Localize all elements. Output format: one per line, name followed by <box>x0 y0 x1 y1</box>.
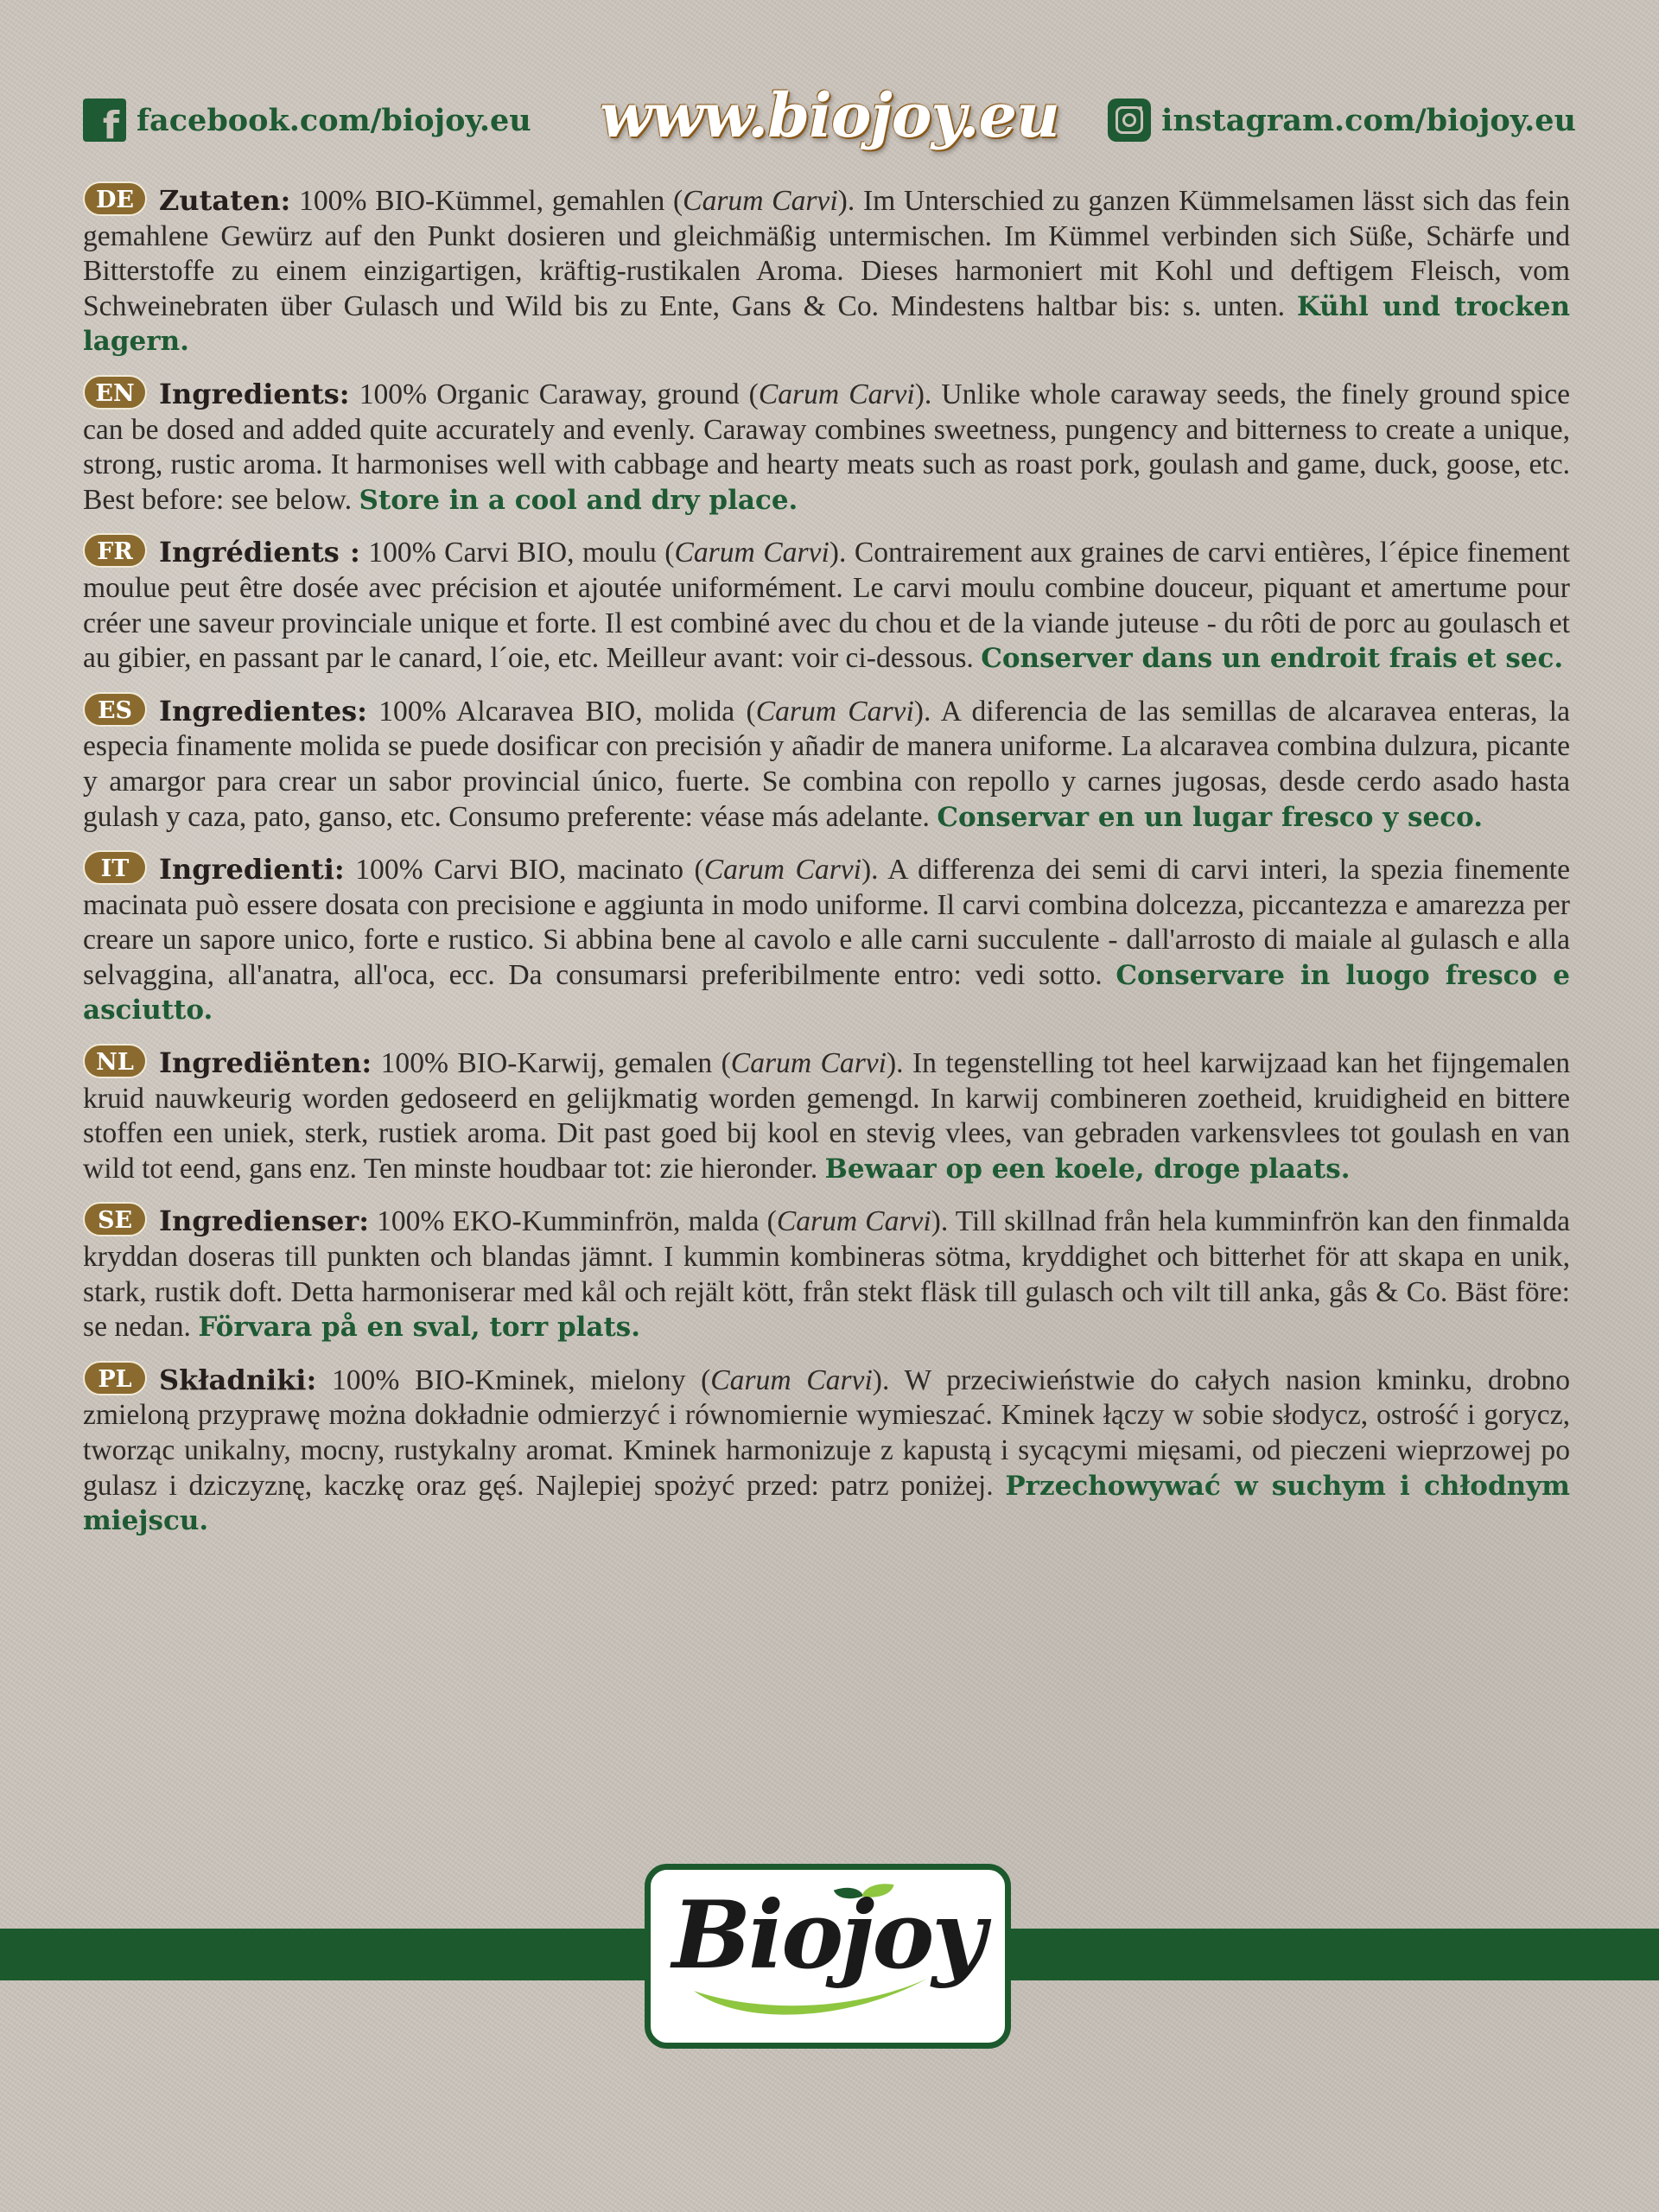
instagram-url[interactable]: instagram.com/biojoy.eu <box>1161 102 1576 138</box>
latin-name: Carum Carvi <box>683 185 838 217</box>
website-url[interactable]: www.biojoy.eu <box>600 79 1059 151</box>
storage-instructions: Kühl und trocken lagern. <box>83 290 1570 358</box>
section-label: Ingredients: <box>159 377 350 410</box>
section-se <box>83 1202 1570 1344</box>
section-nl <box>83 1044 1570 1186</box>
latin-name: Carum Carvi <box>674 537 830 569</box>
biojoy-logo <box>645 1864 1011 2049</box>
language-badge: IT <box>83 850 147 885</box>
section-es <box>83 692 1570 835</box>
language-badge: EN <box>83 375 147 410</box>
language-badge: FR <box>83 533 147 568</box>
section-it <box>83 850 1570 1028</box>
section-text: 100% BIO-Kümmel, gemahlen ( <box>290 185 683 217</box>
storage-instructions: Conservar en un lugar fresco y seco. <box>937 801 1484 833</box>
section-label: Ingrediënten: <box>159 1046 372 1080</box>
language-badge: SE <box>83 1202 147 1236</box>
section-pl <box>83 1361 1570 1539</box>
section-text: ). In tegenstelling tot heel karwijzaad kan het fijngemalen kruid nauwkeurig worden gedoseerd en gelijkmatig worden gemengd. In karwij combineren zoetheid, kruidigheid en bittere stoffen een uniek, sterk, rustiek aroma. Dit past goed bij kool en stevig vlees, van gebraden varkensvlees tot goulash en van wild tot eend, gans enz. Ten minste houdbaar tot: zie hieronder. <box>83 1047 1571 1185</box>
ingredients-text <box>83 181 1570 1554</box>
facebook-icon: f <box>83 99 126 142</box>
section-text: 100% BIO-Kminek, mielony ( <box>316 1363 711 1396</box>
instagram-icon <box>1108 99 1151 142</box>
latin-name: Carum Carvi <box>755 695 914 728</box>
language-badge: DE <box>83 181 147 216</box>
section-text: ). Unlike whole caraway seeds, the finely ground spice can be dosed and added quite accurately and evenly. Caraway combines sweetness, pungency and bitterness to create a unique, strong, rustic aroma. It harmonises well with cabbage and hearty meats such as roast pork, goulash and game, duck, goose, etc. Best before: see below. <box>83 378 1571 516</box>
language-badge: NL <box>83 1044 147 1078</box>
header <box>83 79 1576 173</box>
storage-instructions: Förvara på en sval, torr plats. <box>198 1312 641 1344</box>
latin-name: Carum Carvi <box>703 854 861 887</box>
latin-name: Carum Carvi <box>758 378 915 410</box>
section-text: 100% Carvi BIO, macinato ( <box>344 854 704 887</box>
section-label: Ingrédients : <box>159 536 360 569</box>
section-en <box>83 375 1570 518</box>
latin-name: Carum Carvi <box>730 1047 887 1080</box>
section-text: ). Till skillnad från hela kumminfrön kan den finmalda kryddan doseras till punkten och blandas jämnt. I kummin kombineras sötma, kryddighet och bitterhet för att skapa en unik, stark, rustik doft. Detta harmoniserar med kål och rejält kött, från stekt fläsk till gulasch och vilt till anka, gås & Co. Bäst före: se nedan. <box>83 1205 1571 1344</box>
section-text: 100% Organic Caraway, ground ( <box>349 378 759 410</box>
section-label: Ingredienser: <box>159 1205 370 1238</box>
section-text: 100% Alcaravea BIO, molida ( <box>366 695 756 728</box>
section-text: ). Im Unterschied zu ganzen Kümmelsamen lässt sich das fein gemahlene Gewürz auf den Punkt dosieren und gleichmäßig untermischen. Im Kümmel verbinden sich Süße, Schärfe und Bitterstoffe zu einem einzigartigen, kräftig-rustikalen Aroma. Dieses harmoniert mit Kohl und deftigem Fleisch, vom Schweinebraten über Gulasch und Wild bis zu Ente, Gans & Co. Mindestens haltbar bis: s. unten. <box>83 185 1570 322</box>
swoosh-icon <box>685 1972 936 2024</box>
facebook-url[interactable]: facebook.com/biojoy.eu <box>137 102 531 138</box>
section-text: 100% Carvi BIO, moulu ( <box>359 537 675 569</box>
latin-name: Carum Carvi <box>776 1205 931 1238</box>
language-badge: PL <box>83 1361 147 1395</box>
section-label: Składniki: <box>159 1363 317 1396</box>
latin-name: Carum Carvi <box>710 1363 873 1396</box>
section-label: Ingredientes: <box>159 694 367 728</box>
section-label: Ingredienti: <box>159 853 345 887</box>
section-text: 100% EKO-Kumminfrön, malda ( <box>369 1205 777 1238</box>
section-text: ). Contrairement aux graines de carvi entières, l´épice finement moulue peut être dosée avec précision et ajoutée uniformément. Le carvi moulu combine douceur, piquant et amertume pour créer une saveur provinciale unique et forte. Il est combiné avec du chou et de la viande juteuse - du rôti de porc au goulasch et au gibier, en passant par le canard, l´oie, etc. Meilleur avant: voir ci-dessous. <box>83 537 1571 675</box>
language-badge: ES <box>83 692 147 727</box>
storage-instructions: Przechowywać w suchym i chłodnym miejscu. <box>83 1470 1570 1537</box>
storage-instructions: Store in a cool and dry place. <box>359 484 798 516</box>
section-text: ). A diferencia de las semillas de alcaravea enteras, la especia finamente molida se puede dosificar con precisión y añadir de manera uniforme. La alcaravea combina dulzura, picante y amargor para crear un sabor provincial único, fuerte. Se combina con repollo y carnes jugosas, desde cerdo asado hasta gulash y caza, pato, ganso, etc. Consumo preferente: véase más adelante. <box>83 695 1571 833</box>
storage-instructions: Bewaar op een koele, droge plaats. <box>824 1153 1351 1185</box>
section-text: ). A differenza dei semi di carvi interi, la spezia finemente macinata può essere dosata con precisione e aggiunta in modo uniforme. Il carvi combina dolcezza, piccantezza e amarezza per creare un sapore unico, forte e rustico. Si abbina bene al cavolo e alle carni succulente - dall'arrosto di maiale al gulasch e alla selvaggina, all'anatra, all'oca, ecc. Da consumarsi preferibilmente entro: vedi sotto. <box>83 854 1570 991</box>
section-fr <box>83 533 1570 676</box>
instagram-link[interactable] <box>1108 99 1576 142</box>
storage-instructions: Conserver dans un endroit frais et sec. <box>981 643 1564 675</box>
section-de <box>83 181 1570 359</box>
section-text: ). W przeciwieństwie do całych nasion kminku, drobno zmieloną przyprawę można dokładnie odmierzyć i równomiernie wymieszać. Kminek łączy w sobie słodycz, ostrość i gorycz, tworząc unikalny, mocny, rustykalny aromat. Kminek harmonizuje z kapustą i sycącymi mięsami, od pieczeni wieprzowej po gulasz i dziczyznę, kaczkę oraz gęś. Najlepiej spożyć przed: patrz poniżej. <box>83 1363 1570 1502</box>
logo-wordmark: Biojoy <box>671 1881 984 1990</box>
section-text: 100% BIO-Karwij, gemalen ( <box>372 1047 731 1080</box>
storage-instructions: Conservare in luogo fresco e asciutto. <box>83 959 1571 1027</box>
section-label: Zutaten: <box>159 184 291 217</box>
